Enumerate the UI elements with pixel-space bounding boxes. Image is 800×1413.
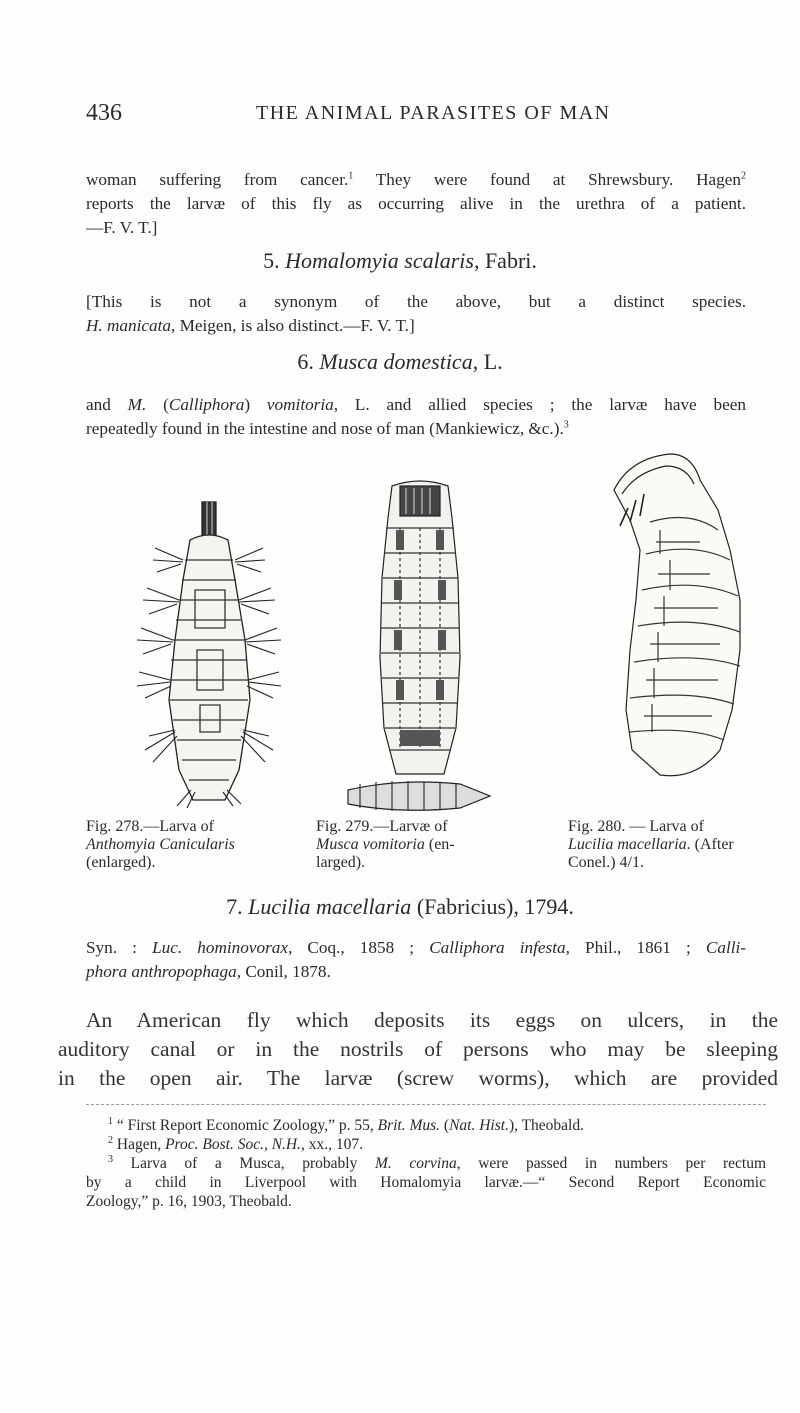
section-6-heading: 6. Musca domestica, L. [297, 349, 503, 374]
figure-279-caption: Fig. 279.—Larvæ of Musca vomitoria (en- larged). [316, 818, 455, 871]
running-header [86, 100, 746, 130]
figure-278-illustration [135, 500, 285, 810]
section-7-synonyms: Syn. : Luc. hominovorax, Coq., 1858 ; Calliphora infesta, Phil., 1861 ; Calli- phora anthropophaga, Conil, 1878. [86, 938, 746, 981]
running-title: THE ANIMAL PARASITES OF MAN [256, 102, 611, 124]
figure-278-caption: Fig. 278.—Larva of Anthomyia Canicularis (enlarged). [86, 818, 235, 871]
footnote-3: $^3$ Larva of a Musca, probably M. corvina, were passed in numbers per rectum [108, 1153, 767, 1172]
footnote-rule [86, 1104, 766, 1105]
intro-line-1: woman suffering from cancer.$^1$ They were found at Shrewsbury. Hagen$^2$ [86, 170, 746, 189]
section-5-text: [This is not a synonym of the above, but a distinct species. H. manicata, Meigen, is also distinct.—F. V. T.] [86, 292, 746, 335]
intro-paragraph [86, 168, 746, 240]
figure-280-caption: Fig. 280. — Larva of Lucilia macellaria. (After Conel.) 4/1. [568, 818, 734, 871]
section-5-heading: 5. Homalomyia scalaris, Fabri. [263, 248, 537, 273]
figure-279-illustration [340, 478, 510, 818]
section-7-body: An American fly which deposits its eggs on ulcers, in the auditory canal or in the nostrils of persons who may be sleeping in the open air. The larvæ (screw worms), which are provided [58, 1008, 778, 1090]
footnote-2: $^2$ Hagen, Proc. Bost. Soc., N.H., xx., 107. [108, 1134, 363, 1153]
figure-280-illustration [600, 450, 770, 800]
page-number: 436 [86, 100, 122, 126]
footnote-1: $^1$ “ First Report Economic Zoology,” p. 55, Brit. Mus. (Nat. Hist.), Theobald. [108, 1115, 584, 1134]
section-7-heading: 7. Lucilia macellaria (Fabricius), 1794. [226, 894, 574, 919]
section-6-text: and M. (Calliphora) vomitoria, L. and allied species ; the larvæ have been repeatedly found in the intestine and nose of man (Mankiewicz, &c.).$^3$ [86, 395, 746, 438]
intro-line-3: —F. V. T.] [86, 218, 158, 237]
intro-line-2: reports the larvæ of this fly as occurring alive in the urethra of a patient. [86, 194, 746, 213]
footnotes: $^1$ “ First Report Economic Zoology,” p. 55, Brit. Mus. (Nat. Hist.), Theobald. $^2$ Hagen, Proc. Bost. Soc., N.H., xx., 107. $^3$ Larva of a Musca, probably M. corvina, were passed in numbers per rectum by a child in Liverpool with Homalomyia larvæ.—“ Second Report Economic Zoology,” p. 16, 1903, Theobald. [86, 1115, 767, 1210]
